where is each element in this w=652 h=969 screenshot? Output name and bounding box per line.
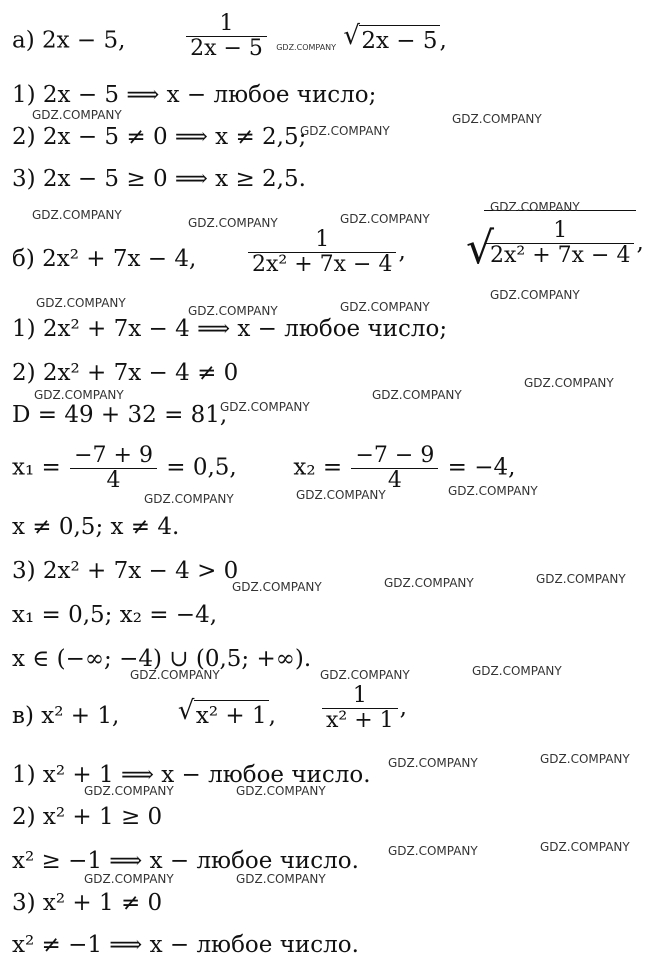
x2-value: = −4,	[447, 454, 516, 481]
watermark: GDZ.COMPANY	[130, 668, 220, 682]
part-b-line-1: 1) 2x² + 7x − 4 ⟹ x − любое число;	[12, 316, 448, 342]
watermark: GDZ.COMPANY	[188, 304, 278, 318]
watermark: GDZ.COMPANY	[220, 400, 310, 414]
part-b-expr: 2x² + 7x − 4,	[42, 246, 197, 272]
watermark: GDZ.COMPANY	[144, 492, 234, 506]
part-c-line-1: 1) x² + 1 ⟹ x − любое число.	[12, 762, 371, 788]
watermark: GDZ.COMPANY	[236, 872, 326, 886]
part-c-line-3: x² ≥ −1 ⟹ x − любое число.	[12, 848, 359, 874]
part-a-line-1: 1) 2x − 5 ⟹ x − любое число;	[12, 82, 377, 108]
part-c-header: в) x² + 1, √ x² + 1,	[12, 696, 276, 729]
watermark: GDZ.COMPANY	[388, 756, 478, 770]
part-b-line-2: 2) 2x² + 7x − 4 ≠ 0	[12, 360, 239, 386]
part-c-sqrt: √ x² + 1	[177, 696, 267, 729]
part-b-label: б)	[12, 246, 35, 272]
watermark: GDZ.COMPANY	[84, 872, 174, 886]
part-c-fraction: $\frac{1}{\text{x² + 1}}$	[322, 684, 398, 733]
watermark: GDZ.COMPANY	[540, 752, 630, 766]
watermark: GDZ.COMPANY	[490, 200, 580, 214]
part-b-fraction: $\frac{1}{\text{2x² + 7x − 4}}$	[248, 228, 396, 277]
part-a-fraction: $\frac{1}{2x - 5}$	[186, 12, 267, 61]
x2-fraction: $\frac{-7 - 9}{4}$	[351, 444, 438, 493]
part-a-expr: 2x − 5,	[42, 27, 126, 54]
watermark: GDZ.COMPANY	[84, 784, 174, 798]
part-a-label: а)	[12, 27, 35, 54]
part-a-sqrt: √ 2x − 5	[343, 20, 438, 54]
watermark: GDZ.COMPANY	[320, 668, 410, 682]
part-b-sqrt-wrap: √ $\frac{1}{\text{2x² + 7x − 4}}$ ,	[466, 210, 644, 268]
part-b-sqrt: √ $\frac{1}{\text{2x² + 7x − 4}}$	[466, 210, 636, 268]
part-c-line-2: 2) x² + 1 ≥ 0	[12, 804, 163, 830]
watermark: GDZ.COMPANY	[372, 388, 462, 402]
watermark: GDZ.COMPANY	[388, 844, 478, 858]
watermark: GDZ.COMPANY	[32, 108, 122, 122]
part-a-line-2: 2) 2x − 5 ≠ 0 ⟹ x ≠ 2,5;	[12, 124, 307, 150]
x1-label: x₁ =	[12, 454, 61, 481]
part-b-header	[12, 244, 196, 274]
watermark: GDZ.COMPANY	[300, 124, 390, 138]
part-c-line-5: x² ≠ −1 ⟹ x − любое число.	[12, 932, 359, 958]
watermark: GDZ.COMPANY	[188, 216, 278, 230]
watermark: GDZ.COMPANY	[36, 296, 126, 310]
x1-fraction: $\frac{-7 + 9}{4}$	[70, 444, 157, 493]
part-b-roots	[12, 444, 515, 493]
part-b-fraction-wrap: $\frac{1}{\text{2x² + 7x − 4}}$ ,	[246, 228, 406, 277]
watermark: GDZ.COMPANY	[232, 580, 322, 594]
watermark: GDZ.COMPANY	[472, 664, 562, 678]
part-c-line-4: 3) x² + 1 ≠ 0	[12, 890, 163, 916]
part-b-line-6: 3) 2x² + 7x − 4 > 0	[12, 558, 239, 584]
watermark: GDZ.COMPANY	[540, 840, 630, 854]
watermark: GDZ.COMPANY	[34, 388, 124, 402]
watermark: GDZ.COMPANY	[452, 112, 542, 126]
watermark: GDZ.COMPANY	[32, 208, 122, 222]
x1-value: = 0,5,	[166, 454, 237, 481]
part-b-line-5: x ≠ 0,5; x ≠ 4.	[12, 514, 180, 540]
watermark: GDZ.COMPANY	[448, 484, 538, 498]
watermark: GDZ.COMPANY	[524, 376, 614, 390]
part-c-expr: x² + 1,	[41, 703, 120, 729]
part-a-header: а) 2x − 5, $\frac{1}{2x - 5}$ GDZ.COMPANY √ 2x − 5,	[12, 11, 447, 62]
watermark: GDZ.COMPANY	[340, 212, 430, 226]
watermark: GDZ.COMPANY	[276, 42, 337, 52]
part-c-label: в)	[12, 703, 34, 729]
watermark: GDZ.COMPANY	[490, 288, 580, 302]
part-b-line-7: x₁ = 0,5; x₂ = −4,	[12, 602, 218, 628]
watermark: GDZ.COMPANY	[536, 572, 626, 586]
watermark: GDZ.COMPANY	[384, 576, 474, 590]
part-b-line-3: D = 49 + 32 = 81,	[12, 402, 228, 428]
part-c-fraction-wrap: $\frac{1}{\text{x² + 1}}$ ,	[320, 684, 407, 733]
part-b-line-8: x ∈ (−∞; −4) ∪ (0,5; +∞).	[12, 646, 312, 672]
watermark: GDZ.COMPANY	[236, 784, 326, 798]
x2-label: x₂ =	[293, 454, 343, 481]
watermark: GDZ.COMPANY	[296, 488, 386, 502]
watermark: GDZ.COMPANY	[340, 300, 430, 314]
part-a-line-3: 3) 2x − 5 ≥ 0 ⟹ x ≥ 2,5.	[12, 166, 306, 192]
